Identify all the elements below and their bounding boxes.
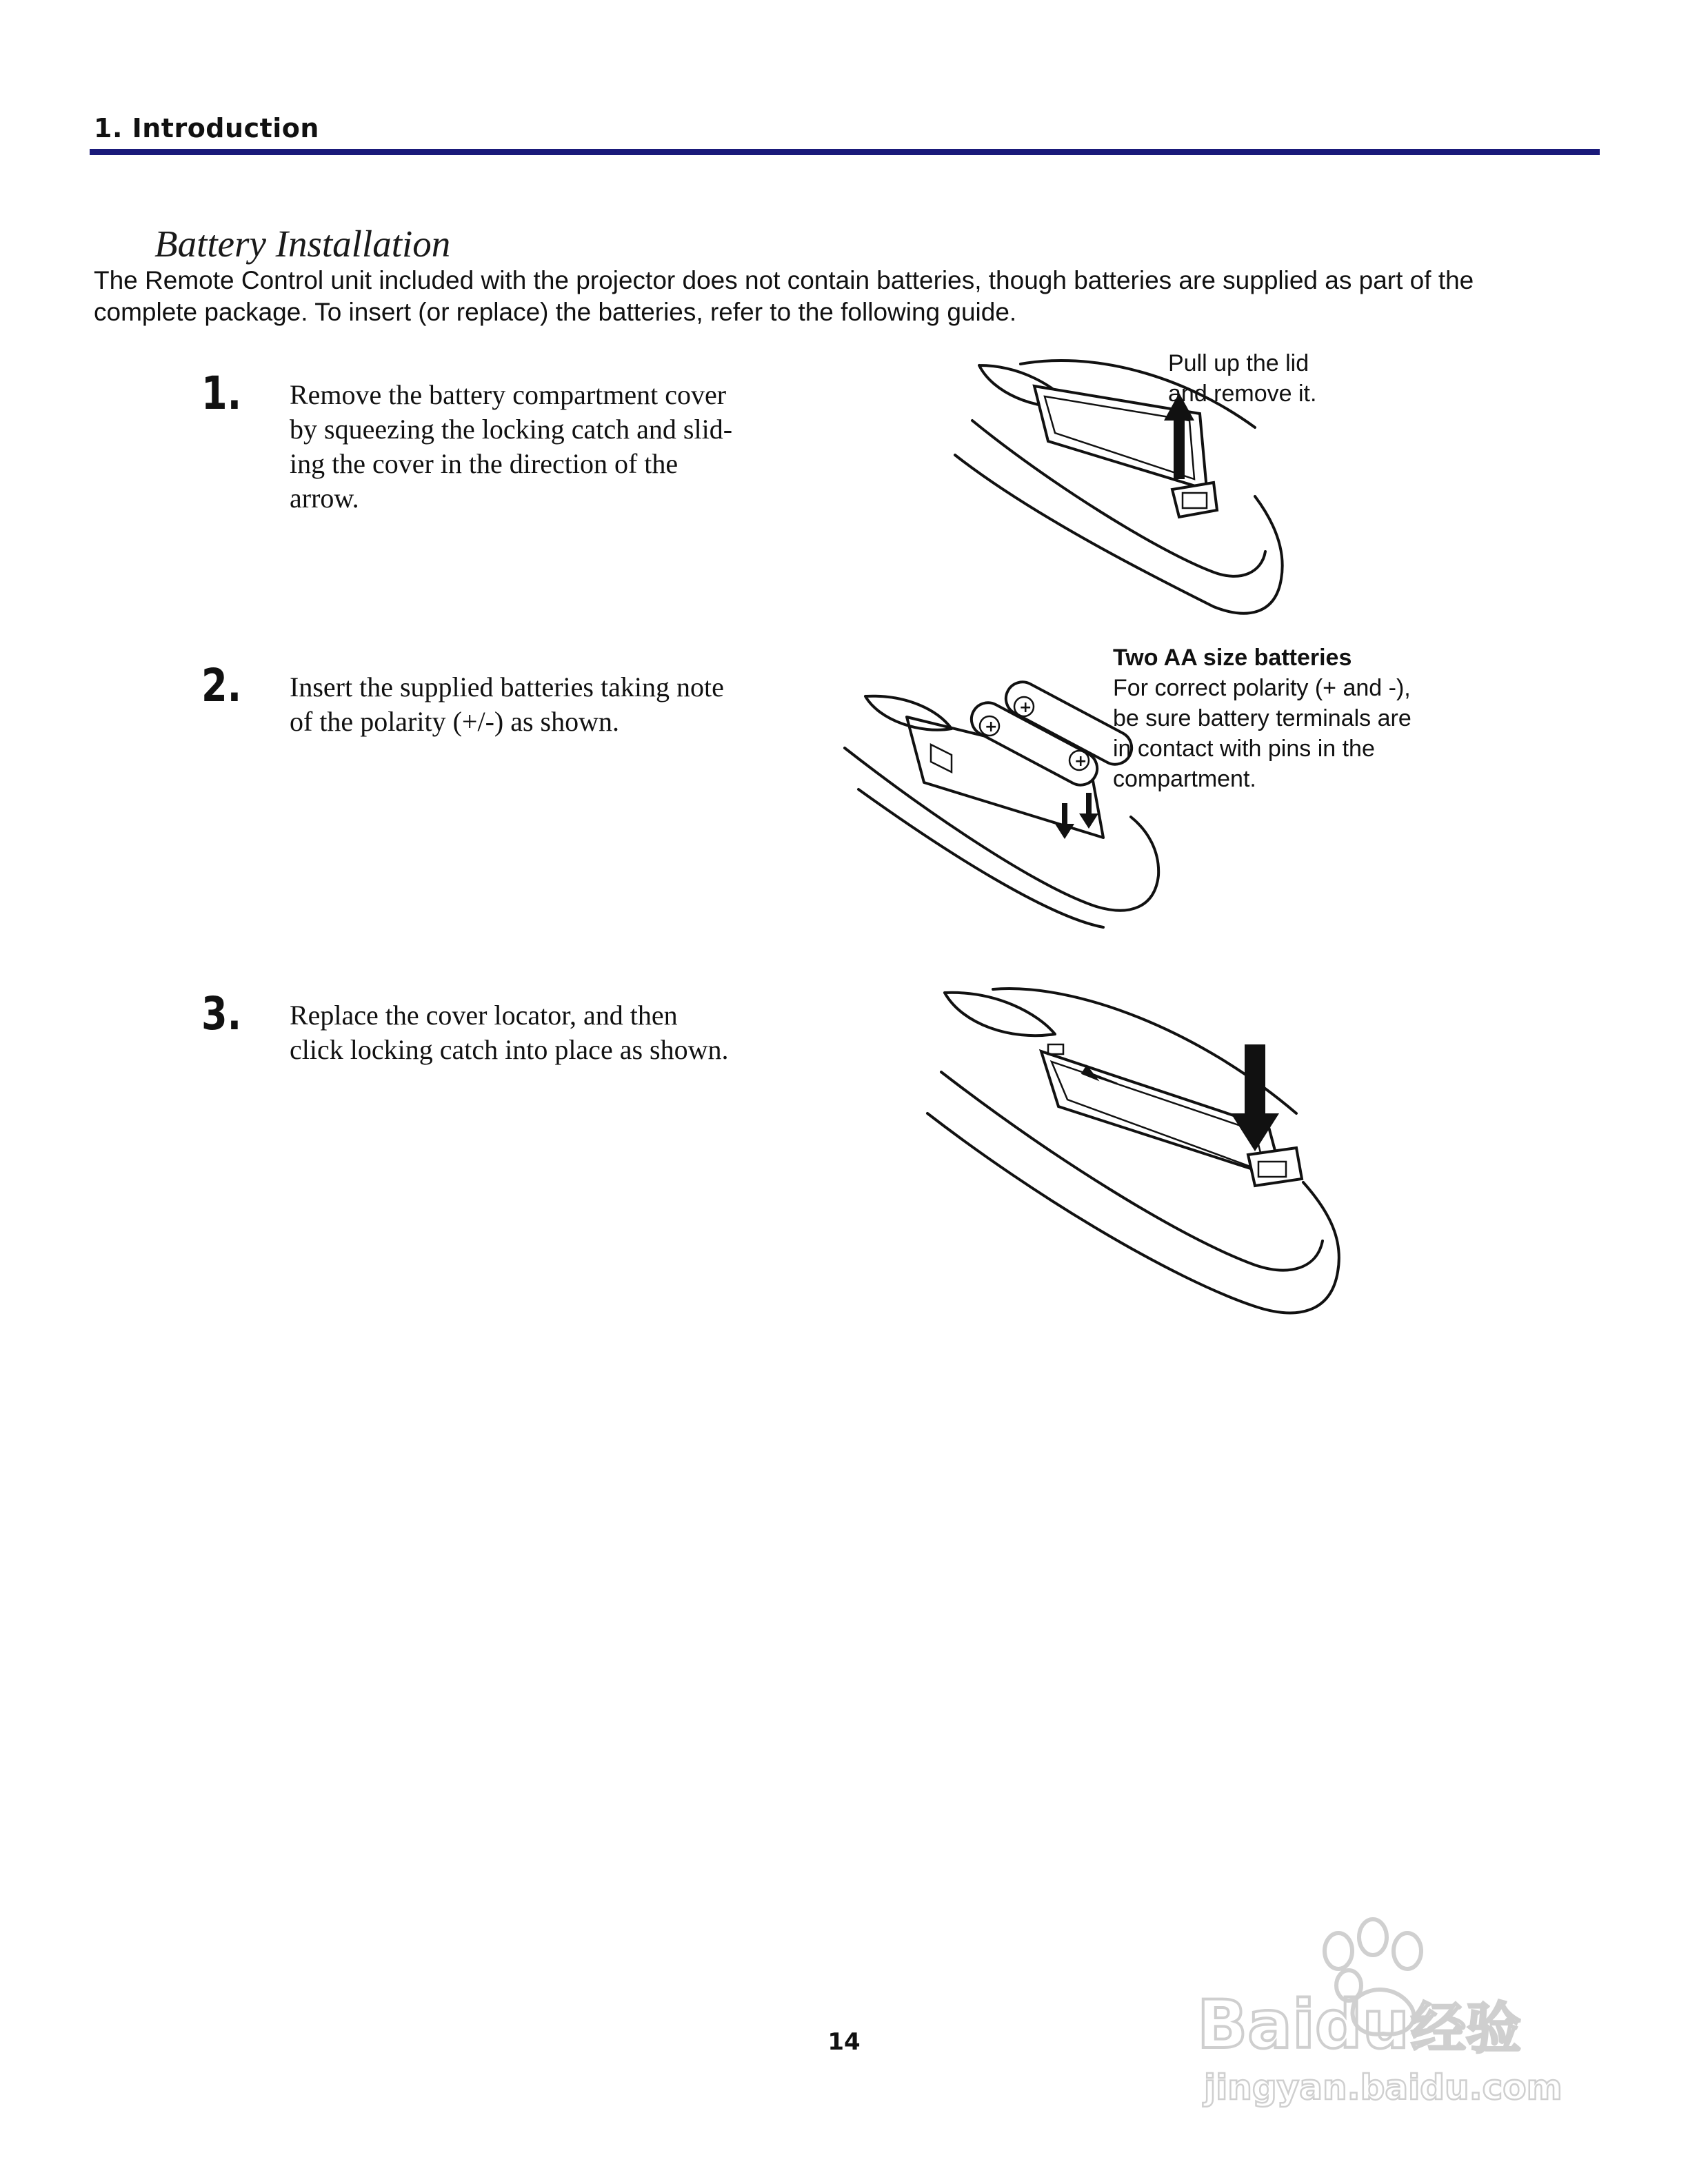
step-3-line: click locking catch into place as shown. (290, 1034, 729, 1065)
step-3-line: Replace the cover locator, and then (290, 1000, 678, 1031)
down-arrow-icon (1055, 803, 1074, 839)
svg-text:+: + (1074, 753, 1087, 770)
page-number: 14 (827, 2028, 861, 2056)
step-1-line: Remove the battery compartment cover (290, 379, 727, 410)
intro-line: The Remote Control unit included with the projector does not contain batteries, though batteries are supplied as part of the (94, 266, 1474, 294)
section-title: Battery Installation (154, 223, 451, 265)
callout-line: Pull up the lid (1168, 350, 1309, 376)
watermark-url: jingyan.baidu.com (1204, 2067, 1563, 2107)
watermark-brand-cn: 经验 (1411, 1996, 1521, 2061)
svg-text:+: + (1019, 699, 1032, 716)
callout-title: Two AA size batteries (1113, 645, 1352, 671)
step-2-line: of the polarity (+/-) as shown. (290, 706, 620, 737)
svg-text:+: + (985, 718, 998, 736)
step-3-number: 3. (201, 987, 242, 1040)
step-1-number: 1. (201, 367, 242, 420)
watermark-brand: Baidu (1197, 1986, 1409, 2063)
cover-replacement-illustration (910, 975, 1352, 1334)
step-2-text (290, 670, 786, 739)
callout-line: For correct polarity (+ and -), (1113, 675, 1411, 701)
step-1-line: ing the cover in the direction of the (290, 448, 679, 479)
header-rule (90, 149, 1600, 155)
step-1-line: by squeezing the locking catch and slid- (290, 414, 733, 445)
step-2-number: 2. (201, 659, 242, 712)
chapter-heading: 1. Introduction (94, 113, 319, 143)
step-2-callout (1113, 643, 1411, 794)
step-1-text (290, 378, 786, 516)
baidu-watermark-logo (1183, 1910, 1597, 2116)
callout-line: and remove it. (1168, 381, 1317, 407)
callout-line: be sure battery terminals are (1113, 705, 1411, 731)
step-1-line: arrow. (290, 483, 359, 514)
callout-line: compartment. (1113, 766, 1256, 792)
step-3-text (290, 998, 786, 1067)
step-2-line: Insert the supplied batteries taking note (290, 671, 724, 702)
intro-paragraph (94, 265, 1604, 328)
intro-line: complete package. To insert (or replace) the batteries, refer to the following guide. (94, 298, 1017, 326)
callout-line: in contact with pins in the (1113, 736, 1375, 762)
step-1-callout (1168, 348, 1316, 409)
